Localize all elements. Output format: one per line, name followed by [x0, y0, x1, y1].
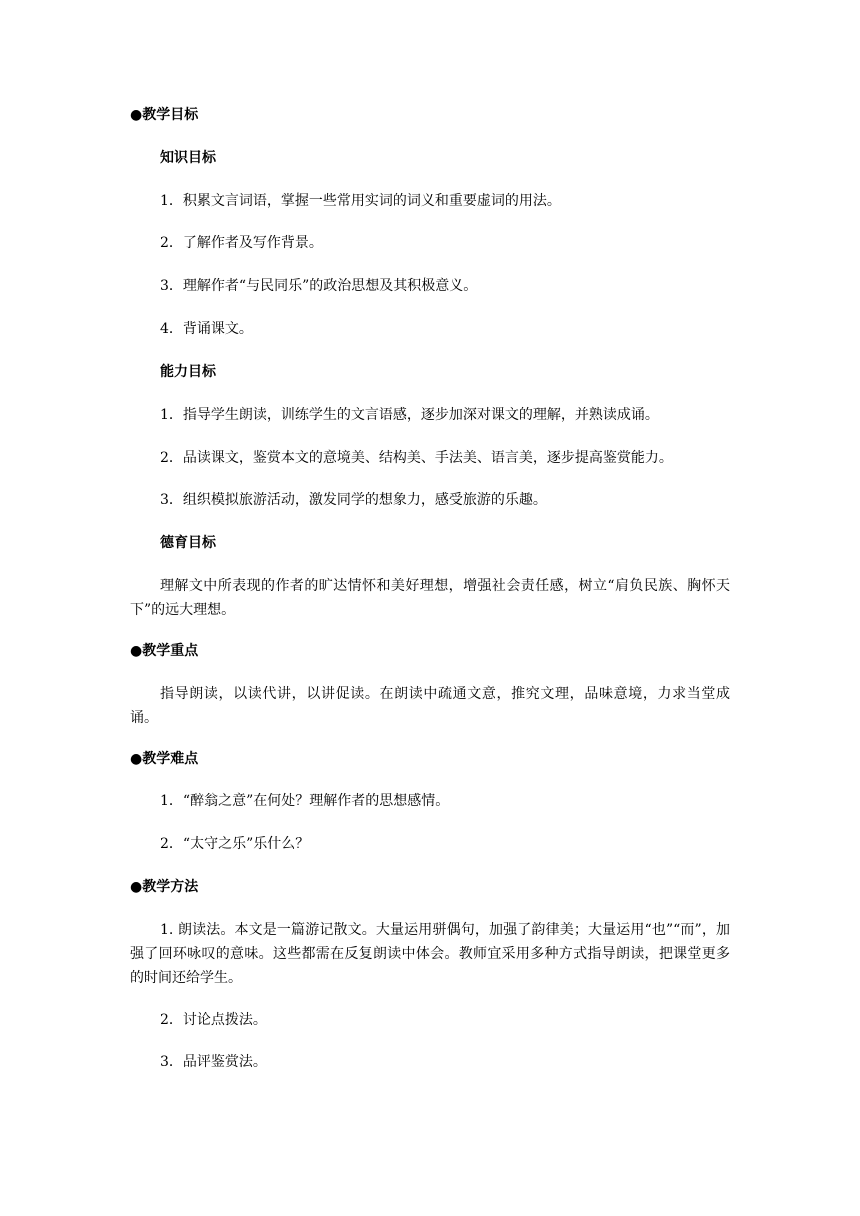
method-item-3: 3．品评鉴赏法。 [160, 1054, 267, 1070]
difficulty-item-2: 2．“太守之乐”乐什么？ [160, 836, 310, 852]
moral-objectives-title: 德育目标 [160, 535, 216, 551]
ability-item-3: 3．组织模拟旅游活动，激发同学的想象力，感受旅游的乐趣。 [160, 492, 547, 508]
method-item-2: 2．讨论点拨法。 [160, 1012, 267, 1028]
knowledge-item-3: 3．理解作者“与民同乐”的政治思想及其积极意义。 [160, 278, 478, 294]
knowledge-item-1: 1．积累文言词语，掌握一些常用实词的词义和重要虚词的用法。 [160, 193, 561, 209]
teaching-objectives-heading: ●教学目标 [130, 107, 199, 123]
knowledge-item-4: 4．背诵课文。 [160, 321, 253, 337]
difficulty-item-1: 1．“醉翁之意”在何处？理解作者的思想感情。 [160, 793, 450, 809]
methods-heading: ●教学方法 [130, 879, 199, 895]
key-points-heading: ●教学重点 [130, 643, 199, 659]
key-points-text: 指导朗读，以读代讲，以讲促读。在朗读中疏通文意，推究文理，品味意境，力求当堂成诵。 [130, 686, 730, 726]
knowledge-objectives-title: 知识目标 [160, 150, 216, 166]
knowledge-item-2: 2．了解作者及写作背景。 [160, 235, 323, 251]
ability-item-2: 2．品读课文，鉴赏本文的意境美、结构美、手法美、语言美，逐步提高鉴赏能力。 [160, 450, 673, 466]
ability-item-1: 1．指导学生朗读，训练学生的文言语感，逐步加深对课文的理解，并熟读成诵。 [160, 407, 659, 423]
moral-objectives-text: 理解文中所表现的作者的旷达情怀和美好理想，增强社会责任感，树立“肩负民族、胸怀天下”的远大理想。 [130, 578, 730, 618]
methods-paragraph-1: 1. 朗读法。本文是一篇游记散文。大量运用骈偶句，加强了韵律美；大量运用“也”“而”，加强了回环咏叹的意味。这些都需在反复朗读中体会。教师宜采用多种方式指导朗读，把课堂更多的时间还给学生。 [130, 922, 730, 986]
ability-objectives-title: 能力目标 [160, 364, 216, 380]
difficulties-heading: ●教学难点 [130, 751, 199, 767]
